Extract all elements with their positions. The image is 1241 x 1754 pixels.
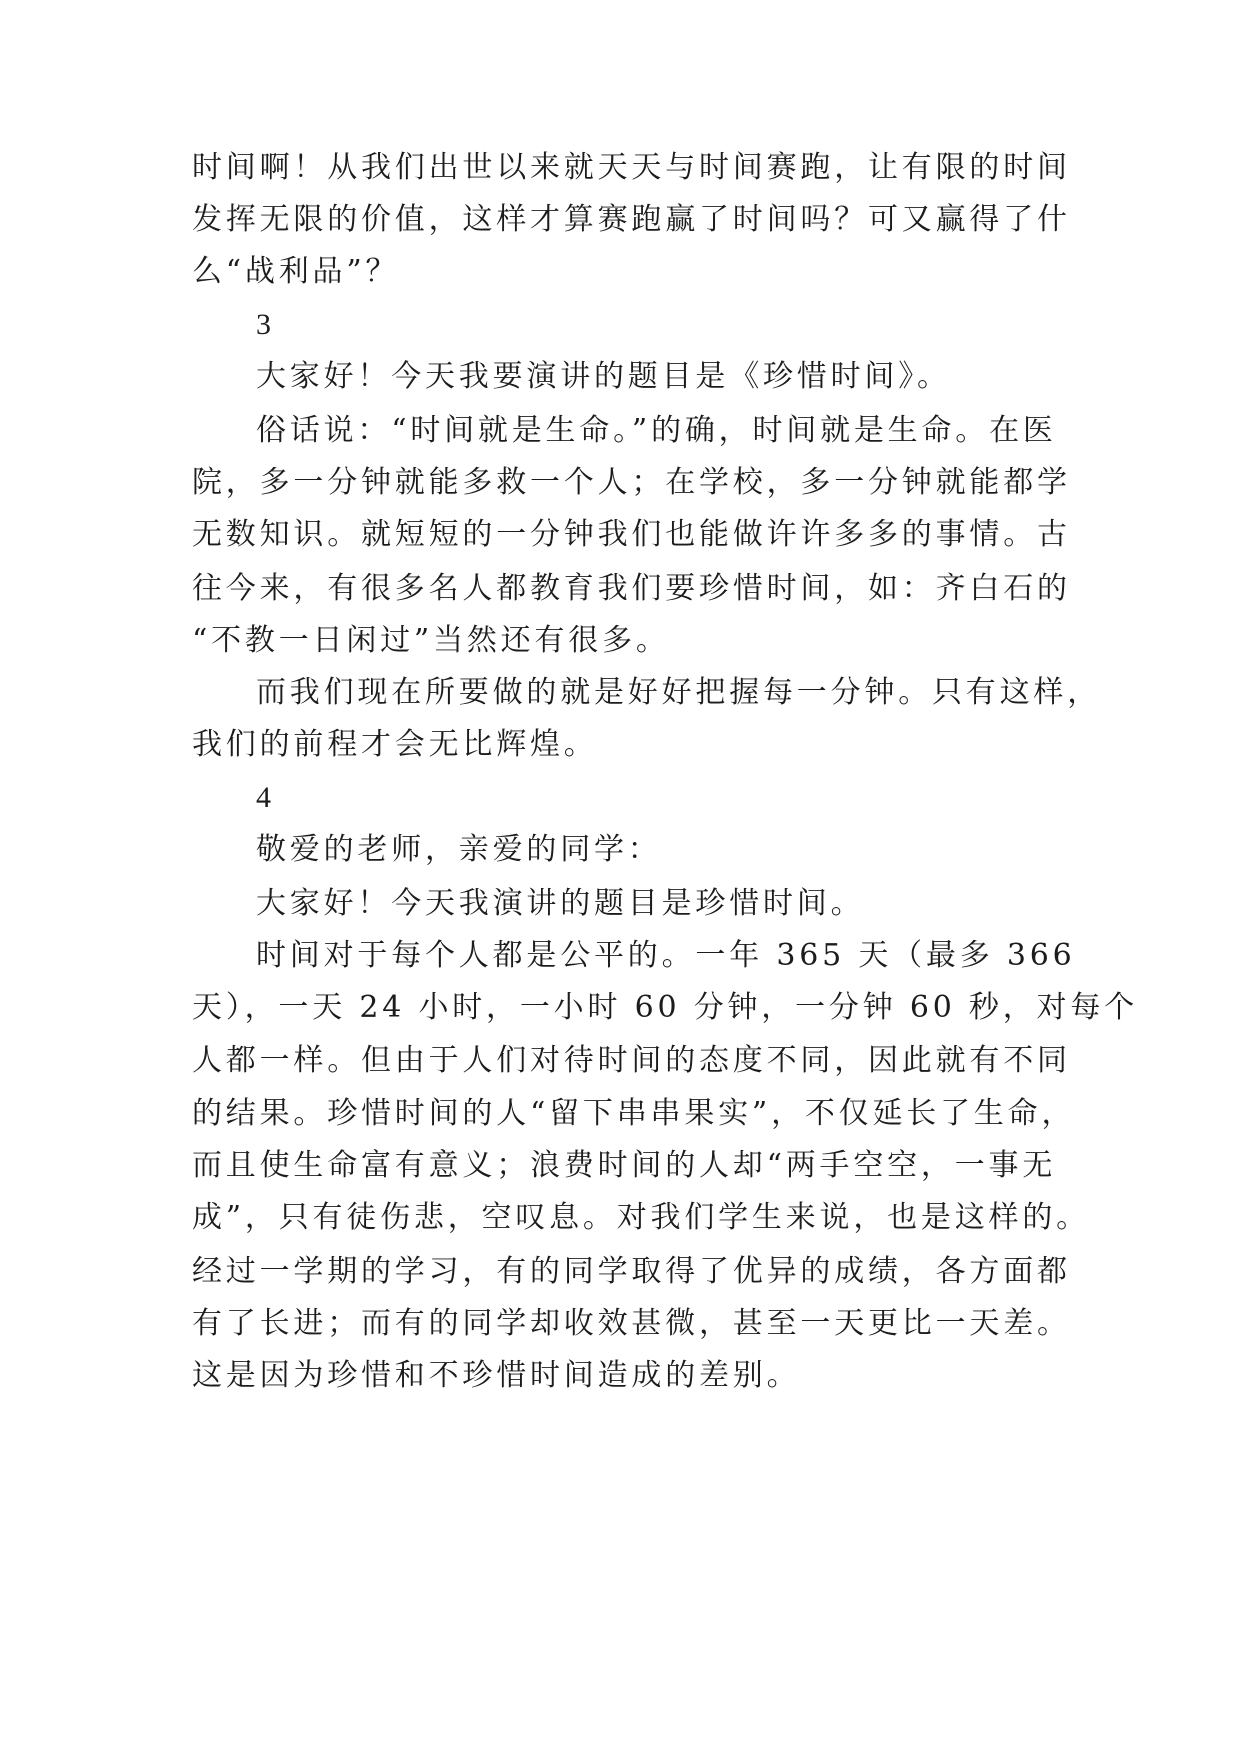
section-number: 3 xyxy=(256,308,271,341)
paragraph-line: 而且使生命富有意义；浪费时间的人却“两手空空，一事无 xyxy=(192,1148,1057,1183)
paragraph-line: 院，多一分钟就能多救一个人；在学校，多一分钟就能都学 xyxy=(192,465,1071,500)
paragraph-line: 往今来，有很多名人都教育我们要珍惜时间，如：齐白石的 xyxy=(192,571,1071,606)
paragraph-line: 大家好！今天我要演讲的题目是《珍惜时间》。 xyxy=(256,359,951,394)
paragraph-line: 发挥无限的价值，这样才算赛跑赢了时间吗？可又赢得了什 xyxy=(192,202,1071,237)
paragraph-line: 无数知识。就短短的一分钟我们也能做许许多多的事情。古 xyxy=(192,517,1071,552)
paragraph-line: 时间对于每个人都是公平的。一年 365 天（最多 366 xyxy=(256,938,1076,973)
paragraph-line: 天），一天 24 小时，一小时 60 分钟，一分钟 60 秒，对每个 xyxy=(192,990,1138,1025)
paragraph-line: “不教一日闲过”当然还有很多。 xyxy=(192,623,670,658)
paragraph-line: 人都一样。但由于人们对待时间的态度不同，因此就有不同 xyxy=(192,1043,1071,1078)
paragraph-line: 俗话说：“时间就是生命。”的确，时间就是生命。在医 xyxy=(256,413,1057,448)
paragraph-line: 而我们现在所要做的就是好好把握每一分钟。只有这样， xyxy=(256,675,1101,710)
paragraph-line: 时间啊！从我们出世以来就天天与时间赛跑，让有限的时间 xyxy=(192,150,1071,185)
salutation: 敬爱的老师，亲爱的同学： xyxy=(256,832,662,867)
paragraph-line: 这是因为珍惜和不珍惜时间造成的差别。 xyxy=(192,1358,801,1393)
paragraph-line: 有了长进；而有的同学却收效甚微，甚至一天更比一天差。 xyxy=(192,1306,1071,1341)
paragraph-line: 成”，只有徒伤悲，空叹息。对我们学生来说，也是这样的。 xyxy=(192,1200,1090,1235)
paragraph-line: 大家好！今天我演讲的题目是珍惜时间。 xyxy=(256,886,865,921)
paragraph-line: 我们的前程才会无比辉煌。 xyxy=(192,727,598,762)
paragraph-line: 的结果。珍惜时间的人“留下串串果实”，不仅延长了生命， xyxy=(192,1096,1076,1131)
paragraph-line: 经过一学期的学习，有的同学取得了优异的成绩，各方面都 xyxy=(192,1254,1071,1289)
section-number: 4 xyxy=(256,781,271,814)
paragraph-line: 么“战利品”？ xyxy=(192,254,400,289)
